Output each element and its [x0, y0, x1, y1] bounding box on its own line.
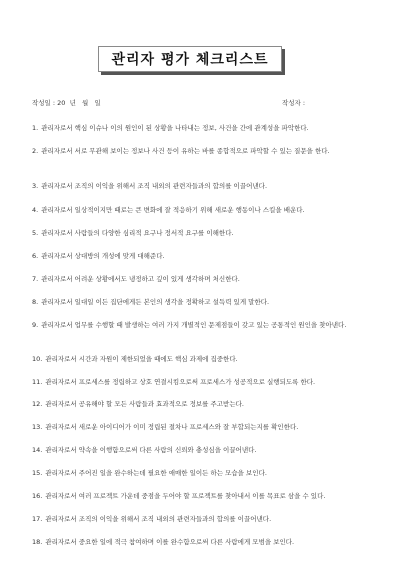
item-number: 18.: [32, 538, 43, 546]
item-text: 관리자로서 조직의 이익을 위해서 조직 내외의 관련자들과의 합의를 이끌어낸다.: [45, 515, 272, 523]
item-number: 5.: [32, 229, 39, 237]
item-text: 관리자로서 업무를 수행할 때 발생하는 여러 가지 개별적인 문제점들이 갖고 있는 공통적인 원인을 찾아낸다.: [41, 321, 347, 329]
checklist-item: [32, 467, 368, 479]
item-text: 관리자로서 여러 프로젝트 가운데 중점을 두어야 할 프로젝트를 찾아내서 이를 목표로 삼을 수 있다.: [45, 492, 326, 500]
checklist-item: [32, 319, 368, 331]
page-title: 관리자 평가 체크리스트: [98, 46, 282, 72]
item-number: 10.: [32, 355, 43, 363]
date-field: 작성일 : 20 년 월 일: [32, 99, 101, 107]
item-text: 관리자로서 서로 무관해 보이는 정보나 사건 등이 유하는 바를 종합적으로 파악할 수 있는 질문을 한다.: [41, 147, 330, 155]
checklist-item: [32, 180, 368, 192]
checklist-item: [32, 227, 368, 239]
item-text: 관리자로서 프로세스를 정립하고 상호 연결시킴으로써 프로세스가 성공적으로 실행되도록 한다.: [45, 378, 316, 386]
checklist-item: [32, 353, 368, 365]
item-number: 2.: [32, 147, 39, 155]
item-number: 9.: [32, 321, 39, 329]
item-number: 7.: [32, 275, 39, 283]
item-text: 관리자로서 핵심 이슈나 이의 원인이 된 상황을 나타내는 정보, 사건을 간에 관계성을 파악한다.: [41, 124, 309, 132]
item-text: 관리자로서 상대방의 개성에 맞게 대해준다.: [41, 252, 165, 260]
item-text: 관리자로서 일상적이지만 때로는 큰 변화에 잘 적응하기 위해 새로운 행동이나 스킬을 배운다.: [41, 206, 305, 214]
checklist-item: [32, 250, 368, 262]
checklist-item: [32, 273, 368, 285]
item-number: 15.: [32, 469, 43, 477]
item-number: 4.: [32, 206, 39, 214]
item-text: 관리자로서 새로운 아이디어가 이미 정립된 절차나 프로세스와 잘 부합되는지를 확인한다.: [45, 423, 299, 431]
checklist-item: [32, 421, 368, 433]
item-number: 13.: [32, 423, 43, 431]
item-number: 14.: [32, 446, 43, 454]
checklist-item: [32, 376, 368, 388]
checklist-item: [32, 490, 368, 502]
item-text: 관리자로서 공유해야 할 모든 사람들과 효과적으로 정보를 주고받는다.: [45, 400, 244, 408]
item-text: 관리자로서 시간과 자원이 제한되었을 때에도 핵심 과제에 집중한다.: [45, 355, 238, 363]
item-number: 11.: [32, 378, 43, 386]
checklist-item: [32, 204, 368, 216]
checklist-item: [32, 398, 368, 410]
item-number: 16.: [32, 492, 43, 500]
checklist-item: [32, 122, 368, 134]
item-number: 3.: [32, 182, 39, 190]
item-text: 관리자로서 약속을 이행함으로써 다른 사람의 신뢰와 충성심을 이끌어낸다.: [45, 446, 257, 454]
item-text: 관리자로서 조직의 이익을 위해서 조직 내외의 관련자들과의 합의를 이끌어낸다.: [41, 182, 268, 190]
author-field: 작성자 :: [282, 99, 306, 107]
item-text: 관리자로서 중요한 일에 적극 참여하며 이를 완수함으로써 다른 사람에게 모범을 보인다.: [45, 538, 295, 546]
item-number: 6.: [32, 252, 39, 260]
checklist-item: [32, 296, 368, 308]
item-number: 17.: [32, 515, 43, 523]
item-text: 관리자로서 사람들의 다양한 심리적 요구나 정서적 요구를 이해한다.: [41, 229, 234, 237]
item-text: 관리자로서 어려운 상황에서도 냉정하고 깊이 있게 생각하며 처신한다.: [41, 275, 240, 283]
item-number: 8.: [32, 298, 39, 306]
item-number: 12.: [32, 400, 43, 408]
checklist-item: [32, 444, 368, 456]
item-text: 관리자로서 일대일 이든 집단에게든 본인의 생각을 정확하고 설득력 있게 말한다.: [41, 298, 270, 306]
item-text: 관리자로서 주어진 일을 완수하는데 필요한 애매한 일이든 하는 모습을 보인다.: [45, 469, 267, 477]
checklist-item: [32, 145, 368, 157]
checklist-item: [32, 513, 368, 525]
checklist-item: [32, 536, 368, 548]
item-number: 1.: [32, 124, 39, 132]
